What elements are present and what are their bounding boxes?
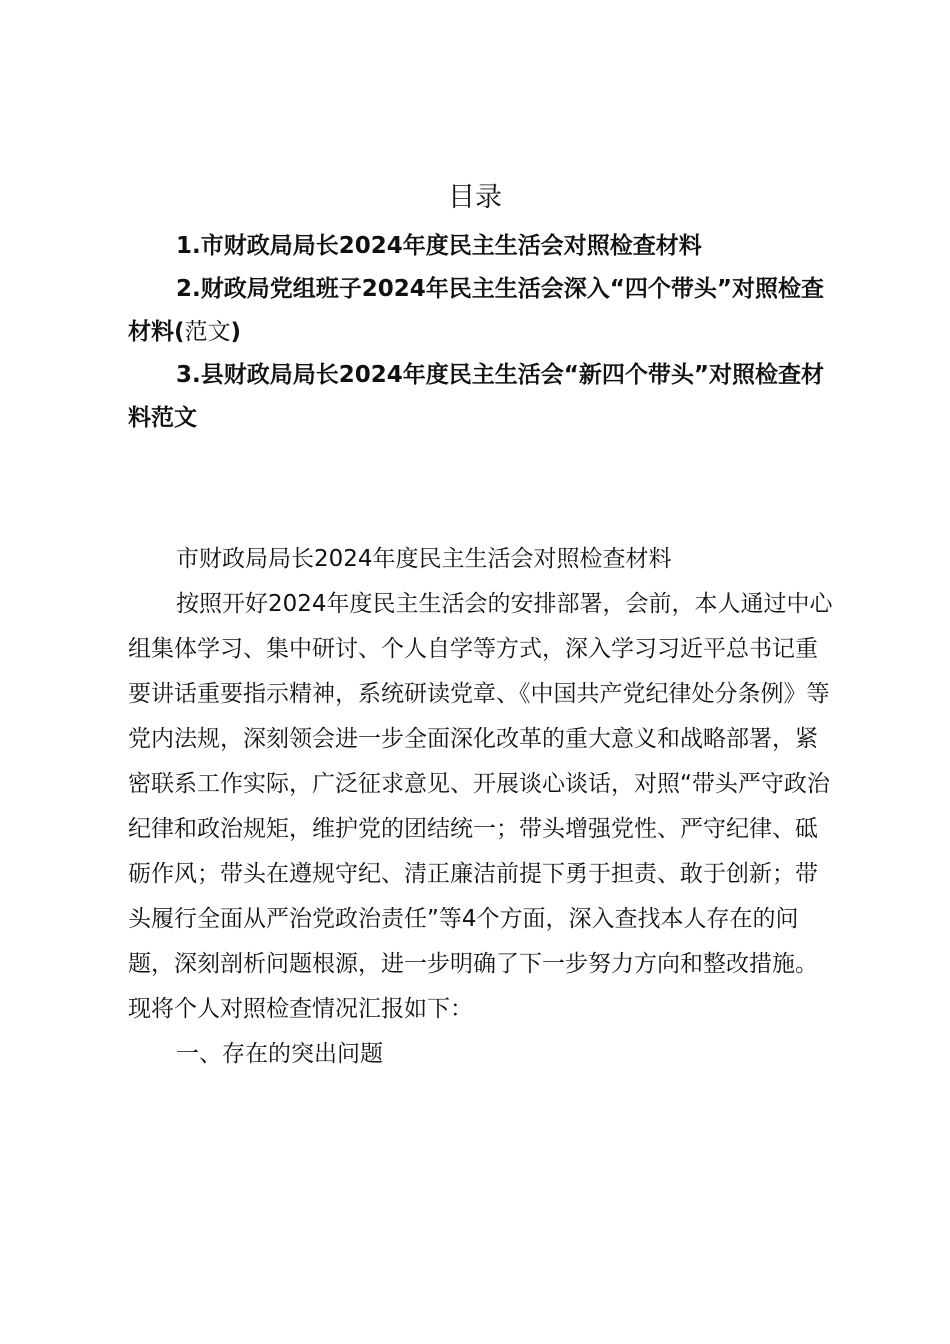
article-title: 市财政局局长2024年度民主生活会对照检查材料 <box>176 546 672 572</box>
toc-list <box>128 225 828 440</box>
toc-item-2-note: 范文 <box>184 319 231 345</box>
article-intro-paragraph: 按照开好2024年度民主生活会的安排部署，会前，本人通过中心组集体学习、集中研讨、个人自学等方式，深入学习习近平总书记重要讲话重要指示精神，系统研读党章、《中国共产党纪律处分条例》等党内法规，深刻领会进一步全面深化改革的重大意义和战略部署，紧密联系工作实际，广泛征求意见、开展谈心谈话，对照“带头严守政治纪律和政治规矩，维护党的团结统一；带头增强党性、严守纪律、砥砺作风；带头在遵规守纪、清正廉洁前提下勇于担责、敢于创新；带头履行全面从严治党政治责任”等4个方面，深入查找本人存在的问题，深刻剖析问题根源，进一步明确了下一步努力方向和整改措施。现将个人对照检查情况汇报如下： <box>128 591 833 1022</box>
toc-title: 目录 <box>448 182 502 213</box>
toc-item-3-text: 3.县财政局局长2024年度民主生活会“新四个带头”对照检查材料范文 <box>128 362 824 431</box>
toc-item-2-text: 2.财政局党组班子2024年民主生活会深入“四个带头”对照检查材料( <box>128 276 824 345</box>
toc-item-2-close: ) <box>230 319 242 345</box>
article-body <box>128 537 833 1077</box>
toc-item-1-text: 1.市财政局局长2024年度民主生活会对照检查材料 <box>176 233 702 259</box>
section-heading-1: 一、存在的突出问题 <box>176 1041 383 1067</box>
toc-item-2[interactable] <box>128 268 828 354</box>
toc-item-3[interactable] <box>128 354 828 440</box>
toc-item-1[interactable] <box>128 225 828 268</box>
